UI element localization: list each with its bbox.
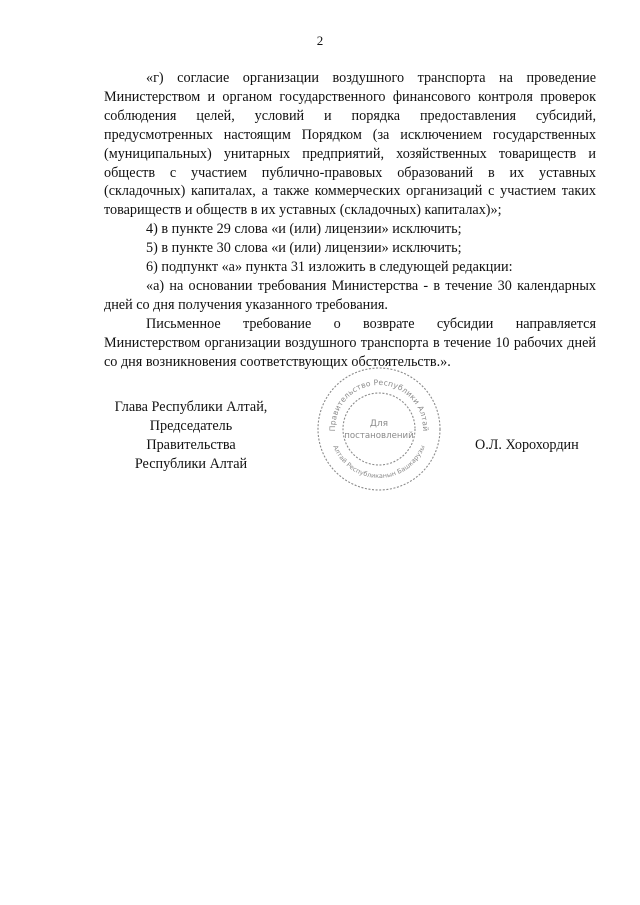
paragraph-written-demand: Письменное требование о возврате субсидии направляется Министерством организации воздушного транспорта в течение 10 рабочих дней со дня возникновения соответствующих обстоятельств.». xyxy=(104,315,596,370)
stamp-outer-text: Правительство Республики Алтай xyxy=(327,377,431,432)
signatory-name: О.Л. Хорохордин xyxy=(475,437,579,453)
paragraph-item-5: 5) в пункте 30 слова «и (или) лицензии» исключить; xyxy=(146,240,462,257)
stamp-center-line-2: постановлений xyxy=(344,431,414,441)
page-number: 2 xyxy=(316,33,324,48)
stamp-center-line-1: Для xyxy=(369,419,389,429)
document-body xyxy=(104,69,596,372)
official-seal-stamp xyxy=(316,366,442,492)
stamp-bottom-text: Алтай Республиканын Башкарузы xyxy=(331,443,427,481)
paragraph-item-6: 6) подпункт «а» пункта 31 изложить в следующей редакции: xyxy=(146,259,513,276)
signatory-title-line: Председатель Правительства xyxy=(146,418,236,453)
paragraph-subparagraph-g: «г) согласие организации воздушного транспорта на проведение Министерством и органом государственного финансового контроля проверок соблюдения целей, условий и порядка предоставления субсидий, предусмотренных настоящим Порядком (за исключением государственных (муниципальных) унитарных предприятий, хозяйственных товариществ и обществ с участием публично-правовых образований в их уставных (складочных) капиталах, а также коммерческих организаций с участием таких товариществ и обществ в их уставных (складочных) капиталах)»; xyxy=(104,70,596,219)
signatory-title-line: Глава Республики Алтай, xyxy=(114,399,268,415)
paragraph-subparagraph-a: «а) на основании требования Министерства - в течение 30 календарных дней со дня получения указанного требования. xyxy=(104,277,596,313)
signatory-title-line: Республики Алтай xyxy=(134,456,248,472)
stamp-inner-ring xyxy=(343,393,415,465)
paragraph-item-4: 4) в пункте 29 слова «и (или) лицензии» исключить; xyxy=(146,221,462,238)
signature-block xyxy=(108,398,274,474)
